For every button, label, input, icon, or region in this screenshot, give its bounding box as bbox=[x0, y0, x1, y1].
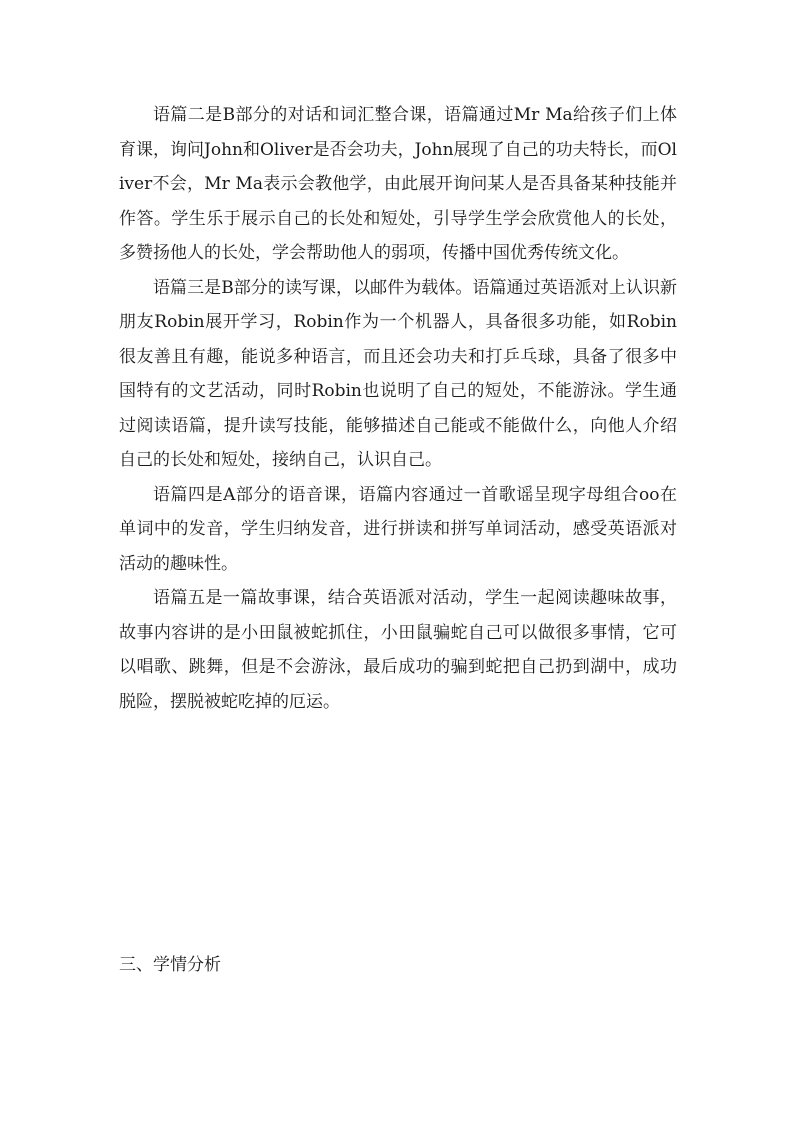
document-body bbox=[119, 98, 677, 719]
paragraph-text-3: 语篇三是B部分的读写课，以邮件为载体。语篇通过英语派对上认识新朋友Robin展开学习，Robin作为一个机器人，具备很多功能，如Robin很友善且有趣，能说多种语言，而且还会功夫和打乒乓球，具备了很多中国特有的文艺活动，同时Robin也说明了自己的短处，不能游泳。学生通过阅读语篇，提升读写技能，能够描述自己能或不能做什么，向他人介绍自己的长处和短处，接纳自己，认识自己。 bbox=[119, 277, 677, 470]
section-heading: 三、学情分析 bbox=[119, 955, 221, 975]
paragraph-text-2: 语篇二是B部分的对话和词汇整合课，语篇通过Mr Ma给孩子们上体育课，询问John和Oliver是否会功夫，John展现了自己的功夫特长，而Oliver不会，Mr Ma表示会教他学，由此展开询问某人是否具备某种技能并作答。学生乐于展示自己的长处和短处，引导学生学会欣赏他人的长处，多赞扬他人的长处，学会帮助他人的弱项，传播中国优秀传统文化。 bbox=[119, 105, 677, 263]
paragraph-text-5: 语篇五是一篇故事课，结合英语派对活动，学生一起阅读趣味故事，故事内容讲的是小田鼠被蛇抓住，小田鼠骗蛇自己可以做很多事情，它可以唱歌、跳舞，但是不会游泳，最后成功的骗到蛇把自己扔到湖中，成功脱险，摆脱被蛇吃掉的厄运。 bbox=[119, 588, 677, 712]
paragraph-text-4: 语篇四是A部分的语音课，语篇内容通过一首歌谣呈现字母组合oo在单词中的发音，学生归纳发音，进行拼读和拼写单词活动，感受英语派对活动的趣味性。 bbox=[119, 484, 677, 574]
